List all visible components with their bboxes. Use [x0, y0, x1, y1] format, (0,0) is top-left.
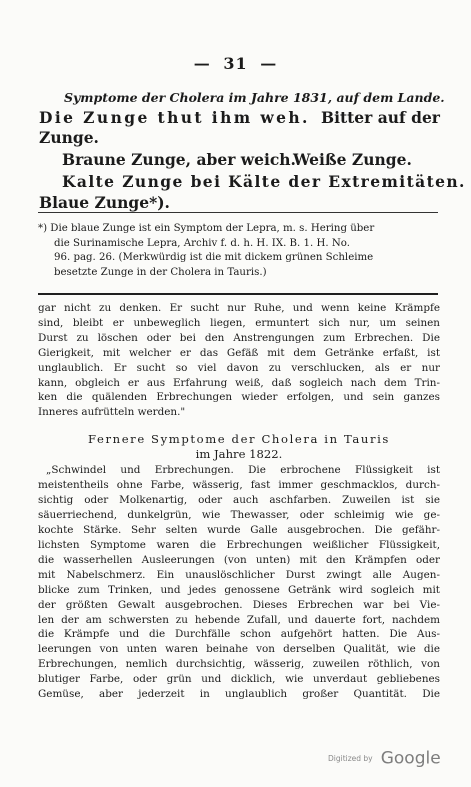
text-line: säuerriechend, dunkelgrün, wie Thewasser, oder schleimig wie ge-	[38, 508, 440, 521]
text-line: blicke zum Trinken, und jedes genossene Getränk wird sogleich mit	[38, 583, 440, 596]
text-line: meistentheils ohne Farbe, wässerig, fast immer geschmacklos, durch-	[38, 478, 440, 491]
footnote	[38, 222, 438, 280]
tongue-line-3b: Weiße Zunge.	[293, 150, 412, 169]
text-line: gar nicht zu denken. Er sucht nur Ruhe, und wenn keine Krämpfe	[38, 302, 440, 314]
footnote-rule	[38, 212, 438, 213]
tongue-line-1b: Bitter auf der	[321, 108, 440, 127]
text-line: leerungen von unten waren beinahe von derselben Qualität, wie die	[38, 643, 440, 656]
subsection-title-line-1: Fernere Symptome der Cholera in Tauris	[88, 432, 390, 446]
header-dash-right: —	[260, 54, 278, 73]
tongue-line-3a: Braune Zunge, aber weich.	[62, 150, 296, 169]
text-line: lichsten Symptome waren die Erbrechungen weißlicher Flüssigkeit,	[38, 538, 440, 551]
page-number: 31	[223, 54, 248, 73]
header-dash-left: —	[193, 54, 211, 73]
text-line: sichtig oder Molkenartig, oder auch aschfarben. Zuweilen ist sie	[38, 493, 440, 506]
tongue-line-2: Zunge.	[39, 128, 99, 147]
text-line: Durst zu löschen oder bei den Anstrengungen zum Erbrechen. Die	[38, 331, 440, 344]
watermark-caption: Digitized by	[328, 754, 373, 763]
subsection-title	[38, 432, 440, 462]
google-watermark	[328, 748, 441, 769]
tongue-line-4: Kalte Zunge bei Kälte der Extremitäten.	[62, 172, 466, 191]
text-line: die Krämpfe und die Durchfälle schon aufgehört hatten. Die Aus-	[38, 628, 440, 641]
tongue-line-5: Blaue Zunge*).	[39, 193, 170, 212]
text-line: kochte Stärke. Sehr selten wurde Galle ausgebrochen. Die gefähr-	[38, 523, 440, 536]
text-line: der größten Gewalt ausgebrochen. Dieses Erbrechen war bei Vie-	[38, 598, 440, 611]
body-paragraph-2	[38, 463, 440, 702]
section-title: Symptome der Cholera im Jahre 1831, auf dem Lande.	[64, 90, 445, 105]
text-line: Gemüse, aber jederzeit in unglaublich großer Quantität. Die	[38, 688, 440, 701]
text-line: blutiger Farbe, oder grün und dicklich, wie unverdaut gebliebenes	[38, 673, 440, 686]
text-line: Gierigkeit, mit welcher er das Gefäß mit dem Getränke erfaßt, ist	[38, 346, 440, 359]
body-paragraph-1	[38, 301, 440, 420]
text-line: „Schwindel und Erbrechungen. Die erbrochene Flüssigkeit ist	[46, 464, 440, 476]
text-line: unglaublich. Er sucht so viel davon zu verschlucken, als er nur	[38, 361, 440, 374]
text-line: Inneres aufrütteln werden."	[38, 406, 186, 419]
subsection-title-line-2: im Jahre 1822.	[195, 447, 283, 461]
footnote-line: *) Die blaue Zunge ist ein Symptom der Lepra, m. s. Hering über	[38, 223, 375, 234]
text-line: mit Nabelschmerz. Ein unauslöschlicher Durst zwingt alle Augen-	[38, 568, 440, 581]
text-line: sind, bleibt er unbeweglich liegen, ermuntert sich nur, um seinen	[38, 316, 440, 329]
tongue-line-1a: Die Zunge thut ihm weh.	[39, 108, 310, 127]
text-line: die wasserhellen Ausleerungen (von unten) mit den Krämpfen oder	[38, 553, 440, 566]
google-logo-icon: Google	[380, 748, 441, 769]
page-header	[0, 54, 471, 73]
footnote-line: besetzte Zunge in der Cholera in Tauris.)	[54, 266, 267, 278]
footnote-line: 96. pag. 26. (Merkwürdig ist die mit dickem grünen Schleime	[54, 252, 374, 264]
text-line: len der am schwersten zu hebende Zufall, und dauerte fort, nachdem	[38, 613, 440, 626]
text-line: kann, obgleich er aus Erfahrung weiß, daß sogleich nach dem Trin-	[38, 376, 440, 389]
footnote-line: die Surinamische Lepra, Archiv f. d. h. H. IX. B. 1. H. No.	[54, 237, 350, 249]
text-line: ken die quälenden Erbrechungen wieder erfolgen, und sein ganzes	[38, 391, 440, 404]
text-line: Erbrechungen, nemlich durchsichtig, wässerig, zuweilen röthlich, von	[38, 658, 440, 671]
section-divider	[38, 293, 438, 295]
